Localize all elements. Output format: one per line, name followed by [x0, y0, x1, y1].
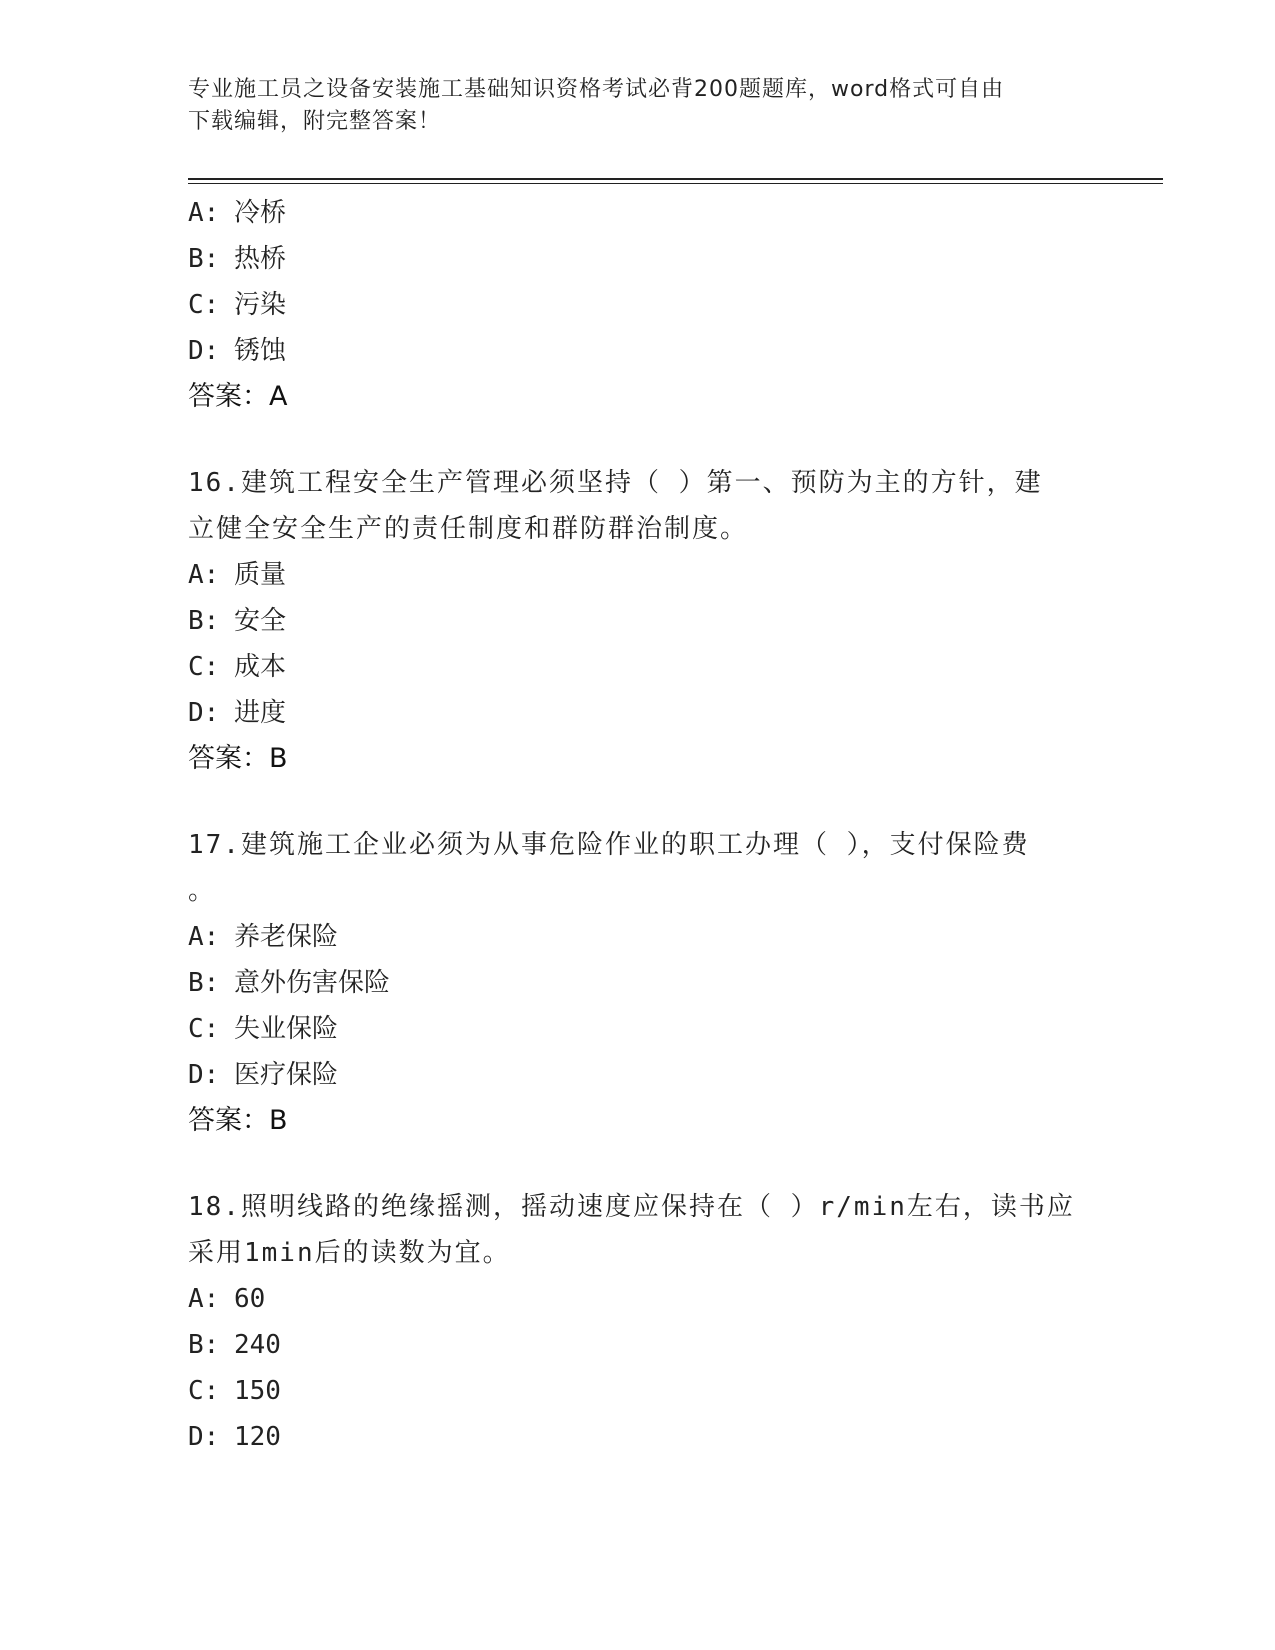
- option-d: [188, 690, 1088, 736]
- document-header: [188, 74, 1088, 138]
- option-label: D:: [188, 336, 220, 366]
- option-text: 锈蚀: [234, 336, 287, 366]
- option-text: 失业保险: [234, 1014, 339, 1044]
- option-c: [188, 1006, 1088, 1052]
- option-label: C:: [188, 1376, 220, 1406]
- option-a: [188, 552, 1088, 598]
- option-b: [188, 598, 1088, 644]
- option-a: [188, 1276, 1088, 1322]
- answer-line: 答案：A: [188, 381, 288, 412]
- option-label: B:: [188, 606, 220, 636]
- option-a: [188, 914, 1088, 960]
- option-label: D:: [188, 1060, 220, 1090]
- option-label: B:: [188, 968, 220, 998]
- option-b: [188, 236, 1088, 282]
- option-c: [188, 1368, 1088, 1414]
- option-label: A:: [188, 922, 220, 952]
- option-label: C:: [188, 652, 220, 682]
- option-d: [188, 1414, 1088, 1460]
- option-a: [188, 190, 1088, 236]
- option-label: B:: [188, 244, 220, 274]
- option-label: D:: [188, 698, 220, 728]
- question-18: [188, 1184, 1088, 1460]
- option-text: 150: [234, 1376, 281, 1406]
- question-15-partial: [188, 190, 1088, 420]
- document-body: [188, 190, 1088, 1460]
- option-text: 冷桥: [234, 198, 287, 228]
- option-b: [188, 960, 1088, 1006]
- option-label: B:: [188, 1330, 220, 1360]
- question-stem-line-1: 18.照明线路的绝缘摇测，摇动速度应保持在（ ）r/min左右，读书应: [188, 1192, 1075, 1222]
- option-label: A:: [188, 1284, 220, 1314]
- option-d: [188, 328, 1088, 374]
- option-text: 120: [234, 1422, 281, 1452]
- question-stem-line-1: 16.建筑工程安全生产管理必须坚持（ ）第一、预防为主的方针，建: [188, 468, 1043, 498]
- option-text: 240: [234, 1330, 281, 1360]
- question-stem-line-2: 立健全安全生产的责任制度和群防群治制度。: [188, 514, 749, 544]
- option-label: C:: [188, 290, 220, 320]
- option-text: 热桥: [234, 244, 287, 274]
- header-line-2: 下载编辑，附完整答案！: [188, 109, 442, 134]
- option-label: C:: [188, 1014, 220, 1044]
- option-text: 60: [234, 1284, 266, 1314]
- option-label: D:: [188, 1422, 220, 1452]
- option-text: 质量: [234, 560, 287, 590]
- answer-line: 答案：B: [188, 743, 288, 774]
- question-16: [188, 460, 1088, 782]
- option-text: 进度: [234, 698, 287, 728]
- header-line-1: 专业施工员之设备安装施工基础知识资格考试必背200题题库，word格式可自由: [188, 77, 1005, 102]
- option-b: [188, 1322, 1088, 1368]
- option-text: 成本: [234, 652, 287, 682]
- option-d: [188, 1052, 1088, 1098]
- header-rule-top: [188, 178, 1163, 180]
- question-17: [188, 822, 1088, 1144]
- option-text: 意外伤害保险: [234, 968, 391, 998]
- option-text: 医疗保险: [234, 1060, 339, 1090]
- option-text: 安全: [234, 606, 287, 636]
- option-text: 污染: [234, 290, 287, 320]
- answer-line: 答案：B: [188, 1105, 288, 1136]
- option-label: A:: [188, 560, 220, 590]
- option-text: 养老保险: [234, 922, 339, 952]
- option-label: A:: [188, 198, 220, 228]
- option-c: [188, 644, 1088, 690]
- header-rule-bottom: [188, 183, 1163, 184]
- question-stem-line-2: 采用1min后的读数为宜。: [188, 1238, 511, 1268]
- question-stem-line-1: 17.建筑施工企业必须为从事危险作业的职工办理（ ），支付保险费: [188, 830, 1030, 860]
- option-c: [188, 282, 1088, 328]
- question-stem-line-2: 。: [188, 876, 217, 906]
